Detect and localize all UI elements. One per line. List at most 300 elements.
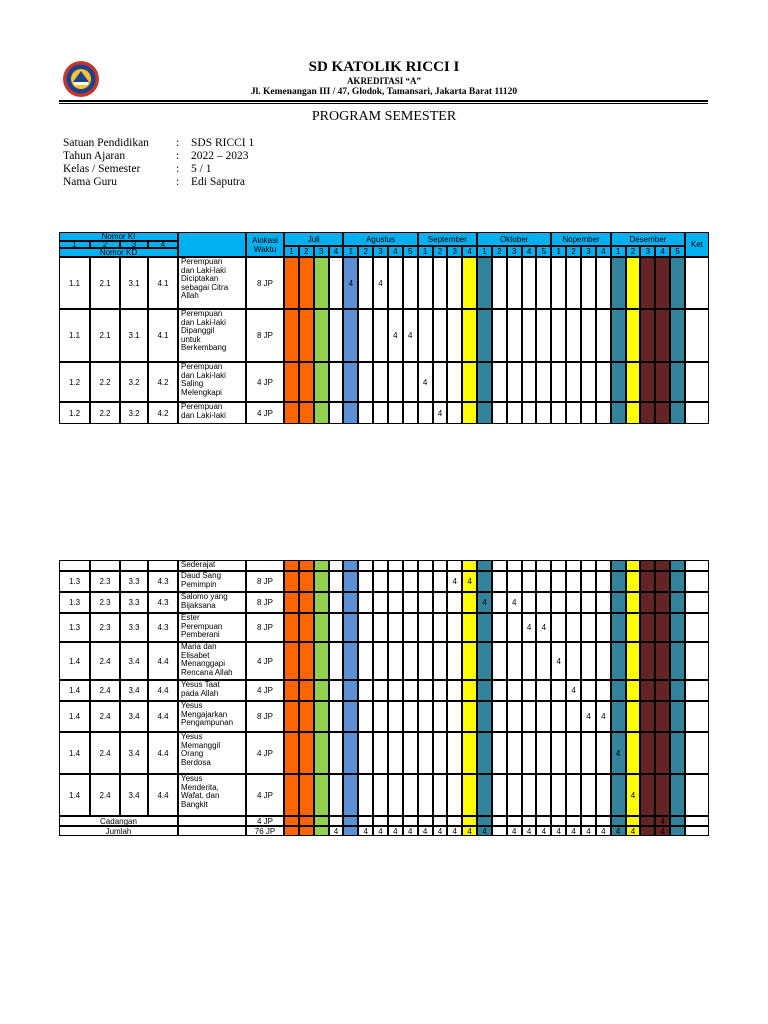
topic-cell bbox=[178, 571, 246, 592]
week-cell bbox=[314, 309, 329, 362]
topic-cell bbox=[178, 402, 246, 424]
week-cell bbox=[566, 774, 581, 816]
info-value: SDS RICCI 1 bbox=[191, 137, 255, 149]
week-cell bbox=[388, 257, 403, 309]
topic-line: Saling bbox=[181, 379, 204, 388]
kd-cell: 3.3 bbox=[120, 613, 148, 642]
week-cell bbox=[581, 309, 596, 362]
week-cell bbox=[462, 560, 477, 571]
week-cell bbox=[581, 642, 596, 680]
week-cell bbox=[581, 560, 596, 571]
topic-line: Allah bbox=[181, 291, 199, 300]
week-cell bbox=[522, 732, 537, 774]
week-cell bbox=[581, 680, 596, 701]
week-cell bbox=[433, 613, 448, 642]
week-cell bbox=[507, 680, 522, 701]
week-cell bbox=[329, 592, 344, 613]
kd-cell: 3.4 bbox=[120, 642, 148, 680]
week-cell bbox=[670, 592, 685, 613]
week-cell bbox=[596, 362, 611, 402]
week-cell bbox=[640, 257, 655, 309]
week-cell bbox=[447, 680, 462, 701]
week-cell bbox=[581, 402, 596, 424]
week-cell bbox=[388, 701, 403, 732]
info-value: Edi Saputra bbox=[191, 176, 245, 188]
week-cell: 4 bbox=[551, 642, 566, 680]
ki-number-header: 4 bbox=[148, 241, 178, 248]
week-cell bbox=[596, 774, 611, 816]
week-cell bbox=[522, 816, 537, 826]
week-cell bbox=[299, 571, 314, 592]
week-cell bbox=[626, 613, 641, 642]
topic-line: Menanggapi bbox=[181, 659, 226, 668]
week-cell bbox=[462, 402, 477, 424]
kd-cell: 2.1 bbox=[90, 257, 120, 309]
week-cell bbox=[655, 680, 670, 701]
week-cell bbox=[358, 642, 373, 680]
week-cell: 4 bbox=[566, 680, 581, 701]
alokasi-cell: 4 JP bbox=[246, 642, 284, 680]
week-cell: 4 bbox=[477, 592, 492, 613]
week-cell bbox=[299, 642, 314, 680]
kd-cell: 3.4 bbox=[120, 732, 148, 774]
week-cell bbox=[551, 309, 566, 362]
topic-cell bbox=[178, 826, 246, 836]
week-cell bbox=[551, 362, 566, 402]
nomor-ki-header: Nomor KI bbox=[59, 232, 178, 241]
week-cell bbox=[418, 560, 433, 571]
week-cell bbox=[403, 571, 418, 592]
week-cell bbox=[566, 816, 581, 826]
week-cell bbox=[388, 642, 403, 680]
alokasi-cell: 8 JP bbox=[246, 571, 284, 592]
week-cell bbox=[596, 571, 611, 592]
week-cell bbox=[284, 613, 299, 642]
week-cell bbox=[507, 257, 522, 309]
week-cell bbox=[329, 309, 344, 362]
week-cell bbox=[299, 701, 314, 732]
ki-number-header: 1 bbox=[59, 241, 90, 248]
week-cell bbox=[640, 613, 655, 642]
week-cell bbox=[462, 642, 477, 680]
kd-cell: 1.2 bbox=[59, 402, 90, 424]
week-cell: 4 bbox=[655, 826, 670, 836]
week-cell bbox=[388, 816, 403, 826]
week-cell: 4 bbox=[581, 826, 596, 836]
topic-line: dan Laki-laki bbox=[181, 370, 226, 380]
ket-cell bbox=[685, 774, 709, 816]
week-cell: 4 bbox=[447, 571, 462, 592]
week-cell bbox=[462, 309, 477, 362]
week-cell bbox=[447, 402, 462, 424]
week-cell bbox=[670, 362, 685, 402]
week-cell bbox=[596, 816, 611, 826]
week-cell: 4 bbox=[343, 257, 358, 309]
week-number-header: 1 bbox=[418, 246, 433, 257]
week-cell bbox=[626, 402, 641, 424]
week-cell bbox=[447, 362, 462, 402]
topic-line: dan Laki-laki bbox=[181, 265, 226, 275]
ki-number-header: 2 bbox=[90, 241, 120, 248]
week-cell bbox=[551, 402, 566, 424]
week-cell: 4 bbox=[388, 826, 403, 836]
week-cell bbox=[492, 613, 507, 642]
week-cell: 4 bbox=[611, 732, 626, 774]
week-cell bbox=[447, 560, 462, 571]
week-cell bbox=[640, 571, 655, 592]
kd-cell: 1.1 bbox=[59, 309, 90, 362]
week-number-header: 5 bbox=[670, 246, 685, 257]
week-cell bbox=[522, 362, 537, 402]
topic-cell bbox=[178, 732, 246, 774]
school-name: SD KATOLIK RICCI I bbox=[308, 59, 460, 75]
week-cell bbox=[358, 613, 373, 642]
week-cell bbox=[373, 402, 388, 424]
week-cell: 4 bbox=[403, 309, 418, 362]
week-cell bbox=[329, 701, 344, 732]
info-value: 2022 – 2023 bbox=[191, 150, 249, 162]
week-cell bbox=[492, 701, 507, 732]
kd-cell: 2.3 bbox=[90, 613, 120, 642]
info-label: Kelas / Semester bbox=[63, 163, 141, 175]
week-cell bbox=[447, 732, 462, 774]
ket-cell bbox=[685, 680, 709, 701]
kd-cell: 4.4 bbox=[148, 732, 178, 774]
week-cell bbox=[418, 732, 433, 774]
kd-cell bbox=[120, 560, 148, 571]
week-cell bbox=[566, 701, 581, 732]
week-cell: 4 bbox=[522, 613, 537, 642]
week-cell bbox=[551, 774, 566, 816]
week-cell bbox=[299, 309, 314, 362]
week-cell bbox=[284, 592, 299, 613]
week-cell bbox=[418, 701, 433, 732]
week-cell bbox=[343, 402, 358, 424]
alokasi-cell: 76 JP bbox=[246, 826, 284, 836]
week-cell bbox=[358, 257, 373, 309]
topic-line: Sederajat bbox=[181, 560, 216, 569]
week-cell bbox=[566, 592, 581, 613]
week-cell: 4 bbox=[403, 826, 418, 836]
topic-line: Pengampunan bbox=[181, 718, 234, 727]
week-cell bbox=[492, 826, 507, 836]
week-cell bbox=[299, 560, 314, 571]
letterhead-rule-thin bbox=[59, 103, 708, 104]
week-cell: 4 bbox=[655, 816, 670, 826]
week-cell bbox=[477, 816, 492, 826]
week-cell bbox=[507, 642, 522, 680]
kd-cell: 4.1 bbox=[148, 309, 178, 362]
kd-cell bbox=[59, 560, 90, 571]
week-cell bbox=[462, 680, 477, 701]
week-cell bbox=[299, 826, 314, 836]
week-cell bbox=[299, 732, 314, 774]
info-separator: : bbox=[176, 150, 180, 162]
week-cell bbox=[314, 816, 329, 826]
week-cell bbox=[581, 257, 596, 309]
week-cell bbox=[640, 816, 655, 826]
week-cell: 4 bbox=[551, 826, 566, 836]
kd-cell bbox=[148, 560, 178, 571]
alokasi-cell: 8 JP bbox=[246, 257, 284, 309]
week-cell bbox=[477, 402, 492, 424]
week-cell bbox=[403, 680, 418, 701]
week-cell bbox=[314, 732, 329, 774]
alokasi-cell: 4 JP bbox=[246, 402, 284, 424]
week-cell bbox=[492, 732, 507, 774]
week-cell bbox=[447, 701, 462, 732]
week-cell bbox=[329, 816, 344, 826]
week-cell bbox=[640, 592, 655, 613]
kd-cell: 3.3 bbox=[120, 571, 148, 592]
kd-cell: 4.4 bbox=[148, 701, 178, 732]
kd-cell: 1.4 bbox=[59, 774, 90, 816]
ket-cell bbox=[685, 701, 709, 732]
week-cell bbox=[284, 362, 299, 402]
week-number-header: 1 bbox=[611, 246, 626, 257]
week-cell bbox=[626, 816, 641, 826]
week-cell bbox=[492, 642, 507, 680]
kd-cell bbox=[90, 560, 120, 571]
month-header: Juli bbox=[284, 232, 343, 246]
month-header: Oktober bbox=[477, 232, 551, 246]
topic-cell bbox=[178, 774, 246, 816]
week-cell bbox=[507, 571, 522, 592]
week-cell bbox=[433, 362, 448, 402]
week-cell: 4 bbox=[462, 571, 477, 592]
week-cell bbox=[358, 701, 373, 732]
week-cell bbox=[343, 701, 358, 732]
kd-cell: 4.3 bbox=[148, 571, 178, 592]
week-number-header: 1 bbox=[284, 246, 299, 257]
week-cell bbox=[566, 613, 581, 642]
topic-line: Rencana Allah bbox=[181, 667, 233, 677]
week-cell bbox=[581, 816, 596, 826]
week-cell bbox=[611, 257, 626, 309]
week-cell bbox=[343, 774, 358, 816]
week-cell bbox=[462, 362, 477, 402]
week-cell bbox=[670, 826, 685, 836]
week-cell bbox=[551, 257, 566, 309]
topic-header bbox=[178, 232, 246, 257]
week-cell bbox=[581, 362, 596, 402]
week-cell bbox=[507, 362, 522, 402]
week-cell bbox=[492, 257, 507, 309]
kd-cell: 3.3 bbox=[120, 592, 148, 613]
week-cell: 4 bbox=[626, 774, 641, 816]
month-header: Desember bbox=[611, 232, 685, 246]
week-cell bbox=[536, 701, 551, 732]
kd-cell: 1.2 bbox=[59, 362, 90, 402]
topic-line: Yesus bbox=[181, 732, 203, 741]
week-cell bbox=[343, 642, 358, 680]
topic-cell bbox=[178, 257, 246, 309]
alokasi-cell: 4 JP bbox=[246, 680, 284, 701]
week-cell bbox=[358, 774, 373, 816]
week-cell bbox=[433, 642, 448, 680]
week-cell: 4 bbox=[433, 826, 448, 836]
week-cell bbox=[329, 732, 344, 774]
week-cell bbox=[522, 402, 537, 424]
week-cell: 4 bbox=[536, 826, 551, 836]
info-separator: : bbox=[176, 176, 180, 188]
topic-line: Berdosa bbox=[181, 757, 211, 767]
week-cell bbox=[507, 560, 522, 571]
week-cell bbox=[418, 642, 433, 680]
kd-cell: 4.3 bbox=[148, 613, 178, 642]
kd-cell: 2.2 bbox=[90, 402, 120, 424]
week-number-header: 4 bbox=[329, 246, 344, 257]
topic-line: Perempuan bbox=[181, 309, 223, 318]
week-cell bbox=[626, 701, 641, 732]
week-cell bbox=[536, 774, 551, 816]
week-cell: 4 bbox=[329, 826, 344, 836]
week-cell bbox=[447, 257, 462, 309]
week-cell bbox=[358, 680, 373, 701]
week-number-header: 2 bbox=[626, 246, 641, 257]
topic-cell bbox=[178, 362, 246, 402]
week-cell bbox=[581, 613, 596, 642]
week-cell bbox=[462, 613, 477, 642]
week-cell bbox=[566, 362, 581, 402]
week-cell bbox=[626, 680, 641, 701]
info-label: Nama Guru bbox=[63, 176, 117, 188]
kd-cell: 1.4 bbox=[59, 701, 90, 732]
topic-line: dan Laki-laki bbox=[181, 317, 226, 327]
ket-cell bbox=[685, 560, 709, 571]
info-separator: : bbox=[176, 137, 180, 149]
week-number-header: 4 bbox=[655, 246, 670, 257]
week-cell bbox=[611, 816, 626, 826]
week-cell bbox=[343, 592, 358, 613]
week-cell bbox=[329, 362, 344, 402]
week-cell bbox=[403, 774, 418, 816]
week-cell bbox=[655, 613, 670, 642]
week-cell bbox=[536, 732, 551, 774]
kd-cell: 2.1 bbox=[90, 309, 120, 362]
kd-cell: 3.4 bbox=[120, 774, 148, 816]
week-number-header: 1 bbox=[343, 246, 358, 257]
week-cell bbox=[433, 732, 448, 774]
week-cell: 4 bbox=[373, 826, 388, 836]
week-cell bbox=[299, 362, 314, 402]
week-cell bbox=[299, 774, 314, 816]
week-cell bbox=[373, 560, 388, 571]
kd-cell: 2.4 bbox=[90, 642, 120, 680]
kd-cell: 2.4 bbox=[90, 701, 120, 732]
week-cell bbox=[388, 362, 403, 402]
week-cell: 4 bbox=[581, 701, 596, 732]
week-cell bbox=[596, 309, 611, 362]
week-cell bbox=[373, 680, 388, 701]
week-cell bbox=[418, 257, 433, 309]
week-cell bbox=[611, 560, 626, 571]
week-cell bbox=[388, 402, 403, 424]
week-cell bbox=[329, 560, 344, 571]
week-cell bbox=[314, 362, 329, 402]
week-cell bbox=[358, 362, 373, 402]
week-cell bbox=[433, 701, 448, 732]
ket-cell bbox=[685, 613, 709, 642]
topic-line: Bangkit bbox=[181, 799, 208, 809]
week-cell bbox=[388, 774, 403, 816]
week-cell: 4 bbox=[507, 826, 522, 836]
topic-line: Yesus Taat bbox=[181, 680, 220, 689]
week-number-header: 3 bbox=[507, 246, 522, 257]
kd-cell: 2.4 bbox=[90, 774, 120, 816]
week-cell bbox=[522, 571, 537, 592]
week-cell bbox=[536, 592, 551, 613]
week-cell bbox=[329, 257, 344, 309]
week-cell bbox=[284, 701, 299, 732]
week-cell bbox=[433, 816, 448, 826]
kd-cell: 2.2 bbox=[90, 362, 120, 402]
week-cell bbox=[640, 642, 655, 680]
week-cell bbox=[566, 732, 581, 774]
week-cell bbox=[477, 309, 492, 362]
week-cell bbox=[388, 560, 403, 571]
week-cell bbox=[551, 816, 566, 826]
week-cell bbox=[640, 402, 655, 424]
week-cell bbox=[492, 592, 507, 613]
week-number-header: 4 bbox=[462, 246, 477, 257]
week-cell bbox=[670, 774, 685, 816]
week-cell bbox=[507, 816, 522, 826]
week-cell bbox=[536, 402, 551, 424]
week-cell bbox=[373, 309, 388, 362]
week-cell bbox=[626, 642, 641, 680]
week-cell bbox=[477, 642, 492, 680]
week-cell: 4 bbox=[596, 826, 611, 836]
kd-cell: 1.3 bbox=[59, 571, 90, 592]
week-cell bbox=[536, 257, 551, 309]
week-cell bbox=[329, 642, 344, 680]
week-cell bbox=[418, 309, 433, 362]
week-cell bbox=[611, 642, 626, 680]
week-cell bbox=[566, 571, 581, 592]
week-cell bbox=[655, 774, 670, 816]
school-address: Jl. Kemenangan III / 47, Glodok, Tamansari, Jakarta Barat 11120 bbox=[250, 87, 518, 97]
kd-cell: 1.3 bbox=[59, 613, 90, 642]
week-number-header: 5 bbox=[403, 246, 418, 257]
week-cell bbox=[670, 560, 685, 571]
topic-line: Perempuan bbox=[181, 402, 223, 411]
week-cell bbox=[343, 613, 358, 642]
week-cell bbox=[670, 613, 685, 642]
topic-line: Salomo yang bbox=[181, 592, 228, 601]
week-cell bbox=[418, 402, 433, 424]
week-cell bbox=[670, 732, 685, 774]
week-cell bbox=[299, 592, 314, 613]
week-cell bbox=[403, 732, 418, 774]
week-cell bbox=[388, 592, 403, 613]
ket-cell bbox=[685, 816, 709, 826]
topic-cell bbox=[178, 642, 246, 680]
week-cell: 4 bbox=[447, 826, 462, 836]
topic-line: Ester bbox=[181, 613, 200, 622]
topic-line: pada Allah bbox=[181, 688, 219, 698]
week-cell bbox=[522, 774, 537, 816]
month-header: September bbox=[418, 232, 477, 246]
topic-line: untuk bbox=[181, 334, 201, 344]
kd-cell: 1.3 bbox=[59, 592, 90, 613]
week-cell bbox=[403, 362, 418, 402]
topic-line: dan Laki-laki bbox=[181, 410, 226, 420]
ket-header: Ket bbox=[685, 232, 709, 257]
week-cell: 4 bbox=[373, 257, 388, 309]
week-cell: 4 bbox=[507, 592, 522, 613]
topic-line: Mengajarkan bbox=[181, 709, 228, 719]
